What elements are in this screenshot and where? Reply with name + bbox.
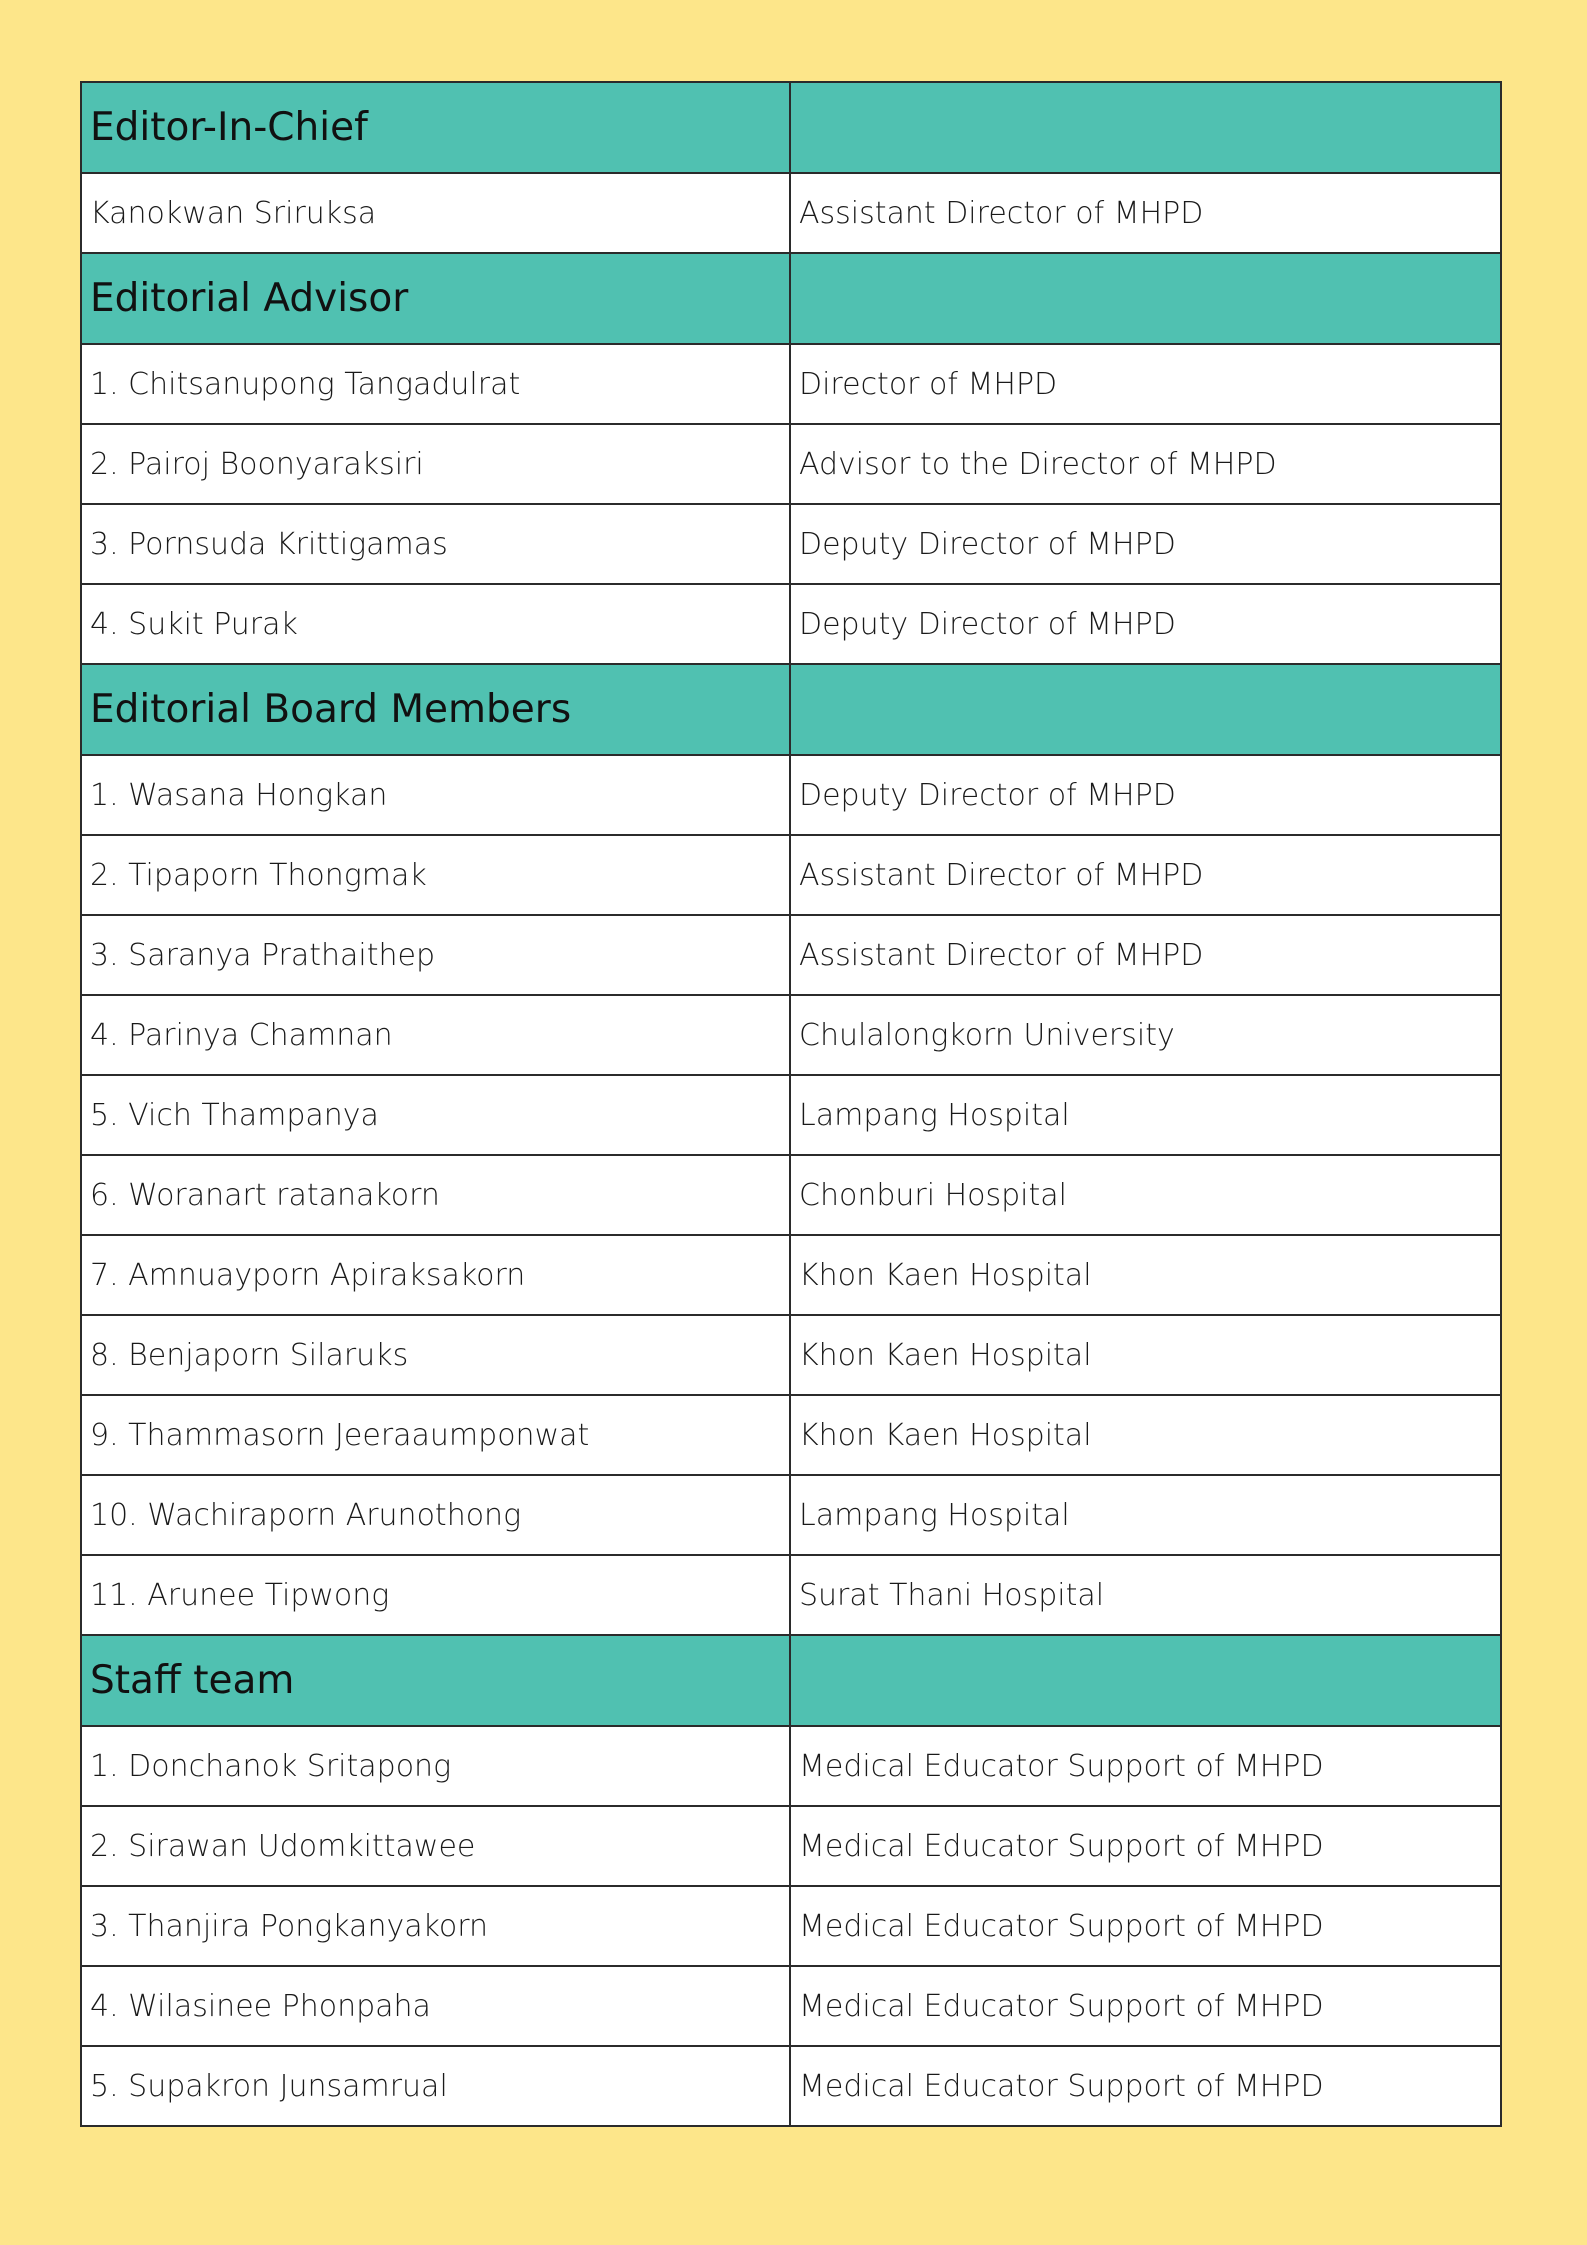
member-name: 10. Wachiraporn Arunothong <box>81 1475 790 1555</box>
section-title: Staff team <box>81 1635 790 1726</box>
table-row <box>81 755 1501 835</box>
member-name: 5. Supakron Junsamrual <box>81 2046 790 2126</box>
member-name: 2. Pairoj Boonyaraksiri <box>81 424 790 504</box>
member-position: Deputy Director of MHPD <box>790 755 1501 835</box>
table-row <box>81 1395 1501 1475</box>
member-name: Kanokwan Sriruksa <box>81 173 790 253</box>
member-position: Assistant Director of MHPD <box>790 835 1501 915</box>
section-header <box>81 253 1501 344</box>
table-row <box>81 1726 1501 1806</box>
member-position: Lampang Hospital <box>790 1075 1501 1155</box>
member-name: 7. Amnuayporn Apiraksakorn <box>81 1235 790 1315</box>
section-header-empty-cell <box>790 664 1501 755</box>
member-position: Medical Educator Support of MHPD <box>790 2046 1501 2126</box>
section-title: Editor-In-Chief <box>81 82 790 173</box>
member-position: Assistant Director of MHPD <box>790 173 1501 253</box>
table-row <box>81 1806 1501 1886</box>
member-position: Deputy Director of MHPD <box>790 504 1501 584</box>
table-row <box>81 1966 1501 2046</box>
member-name: 2. Sirawan Udomkittawee <box>81 1806 790 1886</box>
section-title: Editorial Advisor <box>81 253 790 344</box>
table-row <box>81 424 1501 504</box>
table-row <box>81 1886 1501 1966</box>
table-row <box>81 835 1501 915</box>
table-row <box>81 2046 1501 2126</box>
table-row <box>81 1315 1501 1395</box>
section-header-empty-cell <box>790 82 1501 173</box>
table-row <box>81 1155 1501 1235</box>
member-name: 4. Parinya Chamnan <box>81 995 790 1075</box>
member-name: 11. Arunee Tipwong <box>81 1555 790 1635</box>
table-row <box>81 344 1501 424</box>
table-row <box>81 584 1501 664</box>
section-header <box>81 664 1501 755</box>
member-position: Advisor to the Director of MHPD <box>790 424 1501 504</box>
section-header-empty-cell <box>790 1635 1501 1726</box>
member-position: Director of MHPD <box>790 344 1501 424</box>
member-position: Medical Educator Support of MHPD <box>790 1806 1501 1886</box>
table-row <box>81 995 1501 1075</box>
member-name: 4. Sukit Purak <box>81 584 790 664</box>
member-position: Khon Kaen Hospital <box>790 1235 1501 1315</box>
member-name: 4. Wilasinee Phonpaha <box>81 1966 790 2046</box>
member-name: 3. Saranya Prathaithep <box>81 915 790 995</box>
table-row <box>81 1475 1501 1555</box>
table-row <box>81 1235 1501 1315</box>
section-header-empty-cell <box>790 253 1501 344</box>
member-position: Deputy Director of MHPD <box>790 584 1501 664</box>
member-position: Assistant Director of MHPD <box>790 915 1501 995</box>
member-name: 6. Woranart ratanakorn <box>81 1155 790 1235</box>
member-position: Medical Educator Support of MHPD <box>790 1726 1501 1806</box>
table-row <box>81 1075 1501 1155</box>
table-row <box>81 1555 1501 1635</box>
member-name: 8. Benjaporn Silaruks <box>81 1315 790 1395</box>
member-name: 1. Donchanok Sritapong <box>81 1726 790 1806</box>
member-position: Khon Kaen Hospital <box>790 1315 1501 1395</box>
member-position: Chulalongkorn University <box>790 995 1501 1075</box>
member-name: 9. Thammasorn Jeeraaumponwat <box>81 1395 790 1475</box>
member-position: Khon Kaen Hospital <box>790 1395 1501 1475</box>
section-header <box>81 82 1501 173</box>
table-row <box>81 504 1501 584</box>
member-name: 3. Thanjira Pongkanyakorn <box>81 1886 790 1966</box>
member-position: Chonburi Hospital <box>790 1155 1501 1235</box>
member-position: Medical Educator Support of MHPD <box>790 1886 1501 1966</box>
table-row <box>81 173 1501 253</box>
member-name: 2. Tipaporn Thongmak <box>81 835 790 915</box>
member-position: Medical Educator Support of MHPD <box>790 1966 1501 2046</box>
member-position: Surat Thani Hospital <box>790 1555 1501 1635</box>
member-position: Lampang Hospital <box>790 1475 1501 1555</box>
table-row <box>81 915 1501 995</box>
member-name: 5. Vich Thampanya <box>81 1075 790 1155</box>
member-name: 3. Pornsuda Krittigamas <box>81 504 790 584</box>
member-name: 1. Chitsanupong Tangadulrat <box>81 344 790 424</box>
member-name: 1. Wasana Hongkan <box>81 755 790 835</box>
section-title: Editorial Board Members <box>81 664 790 755</box>
editorial-board-table <box>80 81 1502 2127</box>
section-header <box>81 1635 1501 1726</box>
